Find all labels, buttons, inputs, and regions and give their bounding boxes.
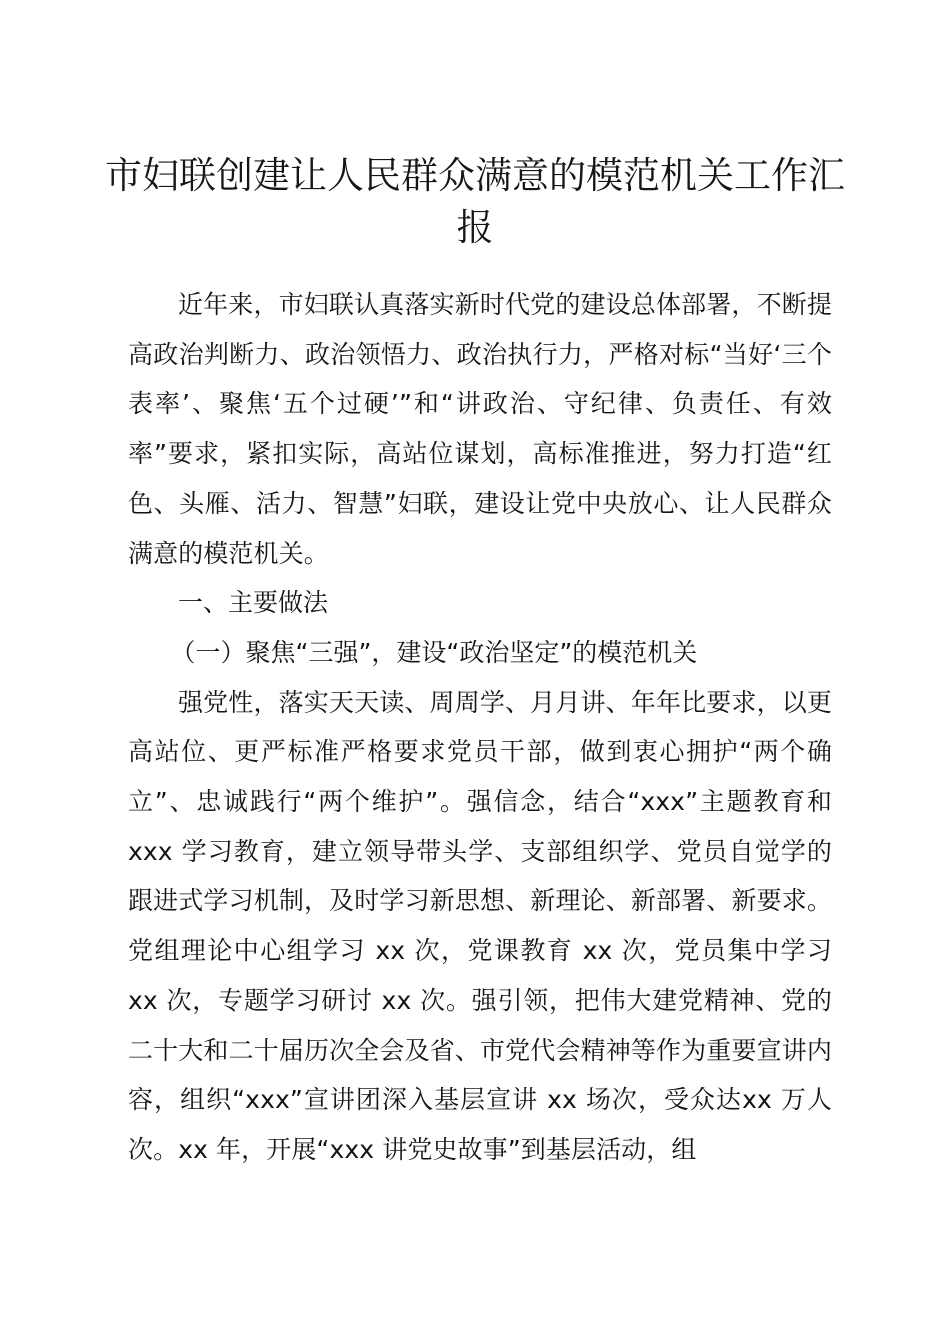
body-line-5: 学的跟进式学习机制，及时学习新思想、新理论、新部署、新: [128, 836, 832, 916]
document-title: [100, 150, 850, 254]
document-body: [128, 280, 832, 1175]
body-line-10: xx 万人次。xx 年，开展“xxx 讲党史故事”到基层活动，组: [128, 1085, 832, 1164]
title-line-2: 报: [456, 206, 494, 249]
body-line-8: 党的二十大和二十届历次全会及省、市党代会精神等作为重要: [128, 985, 832, 1065]
intro-line-1: 近年来，市妇联认真落实新时代党的建设总体部署，不断: [178, 290, 807, 319]
body-line-4: 育和 xxx 学习教育，建立领导带头学、支部组织学、党员自觉: [128, 787, 832, 866]
intro-line-5: 努力打造“红色、头雁、活力、智慧”妇联，建设让党中央放: [128, 439, 832, 518]
intro-paragraph: [128, 280, 832, 578]
title-line-1: 市妇联创建让人民群众满意的模范机关工作汇: [105, 154, 845, 197]
intro-line-4: 责任、有效率”要求，紧扣实际，高站位谋划，高标准推进，: [128, 389, 832, 469]
intro-line-2: 提高政治判断力、政治领悟力、政治执行力，严格对标“当好: [128, 290, 832, 369]
body-line-9: 宣讲内容，组织“xxx”宣讲团深入基层宣讲 xx 场次，受众达: [128, 1035, 832, 1115]
body-line-3: 确立”、忠诚践行“两个维护”。强信念，结合“xxx”主题教: [128, 737, 832, 817]
intro-line-6: 心、让人民群众满意的模范机关。: [128, 488, 833, 568]
subsection-heading: （一）聚焦“三强”，建设“政治坚定”的模范机关: [170, 637, 698, 667]
intro-line-3: ‘三个表率’、聚焦‘五个过硬’”和“讲政治、守纪律、负: [128, 339, 832, 419]
body-line-1: 强党性，落实天天读、周周学、月月讲、年年比要求，以: [178, 687, 807, 717]
body-line-6: 要求。党组理论中心组学习 xx 次，党课教育 xx 次，党员集中: [128, 886, 832, 966]
body-paragraph: [128, 678, 832, 1175]
body-line-2: 更高站位、更严标准严格要求党员干部，做到衷心拥护“两个: [128, 687, 832, 767]
body-line-7: 学习 xx 次，专题学习研讨 xx 次。强引领，把伟大建党精神、: [128, 936, 832, 1015]
section-heading: 一、主要做法: [178, 588, 329, 618]
